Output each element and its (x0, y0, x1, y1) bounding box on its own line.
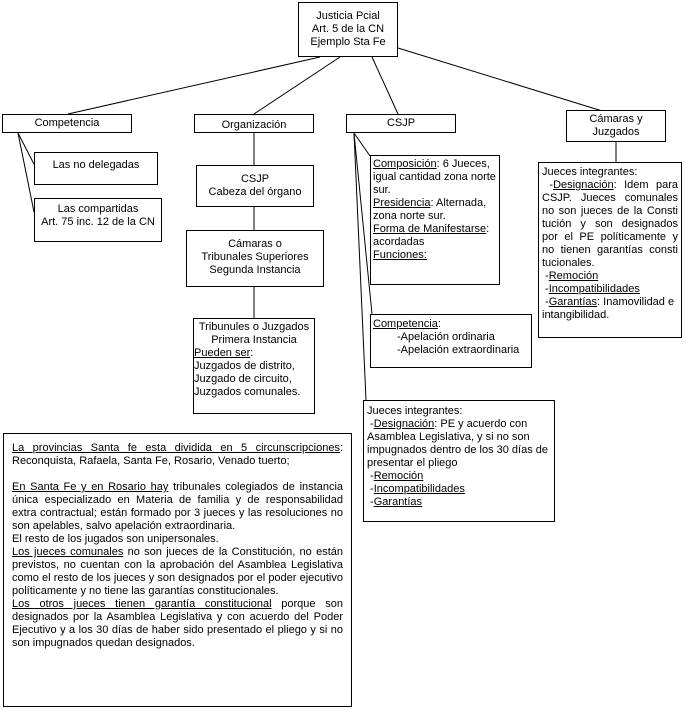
composicion-text: : 6 Jueces, igual cantidad zona norte sur. (373, 158, 496, 196)
notes-p1-underlined: La provincias Santa fe esta dividida en 5 circunscripciones (12, 442, 340, 454)
notes-p5-underlined: Los otros jueces tienen garantía constitucional (12, 598, 272, 610)
csjp-composicion-box (370, 155, 500, 285)
root-box (298, 2, 398, 57)
tribunales-item-1: Juzgados de distrito, (194, 360, 295, 372)
org-camaras-line-2: Tribunales Superiores (201, 251, 309, 263)
csjp-garantias: Garantías (373, 496, 423, 508)
compartidas-box (34, 198, 162, 242)
notes-p4-rest: no son jueces de la Constitución, no están previstos, no cuentan con la aprobación del Asamblea Legislativa como el resto de los jueces y son designados por el poder ejecutivo políticamente y no tiene las garantías constitucionales. (12, 546, 343, 597)
org-camaras-line-1: Cámaras o (228, 238, 282, 250)
camaras-incompatibilidades: Incompatibilidades (548, 283, 640, 295)
root-line-2: Art. 5 de la CN (311, 23, 385, 35)
csjp-jueces-box: Jueces integrantes: -Designación: PE y acuerdo con Asamblea Legislativa, y si no son impugnados dentro de los 30 días de presentar el pliego -Remoción -Incompatibilidades -Garantías (363, 400, 555, 522)
csjp-competencia-item-1: -Apelación ordinaria (397, 331, 495, 343)
forma-label: Forma de Manifestarse (373, 223, 487, 235)
camaras-garantias-text: : Inamovilidad e intangibilidad. (542, 296, 675, 321)
camaras-garantias-label: Garantías (548, 296, 598, 308)
presidencia-text: : Alternada, zona norte sur. (373, 197, 487, 222)
presidencia-label: Presidencia (373, 197, 431, 209)
csjp-competencia-label: Competencia (373, 318, 438, 330)
notes-p3: El resto de los jugados son unipersonales. (12, 533, 219, 545)
org-csjp-box (196, 165, 314, 207)
compartidas-line-2: Art. 75 inc. 12 de la CN (41, 216, 155, 228)
org-csjp-line-1: CSJP (240, 173, 270, 185)
csjp-designacion-text: : PE y acuerdo con Asamblea Legislativa, y si no son impugnados dentro de los 30 días de presentar el pliego (367, 418, 549, 469)
competencia-header-label: Competencia (34, 117, 100, 129)
root-line-1: Justicia Pcial (316, 10, 380, 22)
csjp-header-label: CSJP (386, 117, 416, 129)
org-csjp-line-2: Cabeza del órgano (208, 186, 302, 198)
camaras-designacion-label: Designación (553, 179, 614, 191)
csjp-competencia-item-2: -Apelación extraordinaria (397, 344, 520, 356)
notes-p2-rest: tribunales colegiados de instancia única especializado en Materia de familia y de responsabilidad extra contractual; están formado por 3 jueces y las resoluciones no son apelables, salvo apelación extraordinaria. (12, 481, 344, 532)
tribunales-title-1: Tribunules o Juzgados (198, 321, 310, 333)
csjp-designacion-label: Designación (373, 418, 435, 430)
camaras-remocion: Remoción (548, 270, 599, 282)
forma-text: : acordadas (373, 223, 490, 248)
no-delegadas-box (34, 152, 158, 185)
notes-p2-underlined: En Santa Fe y en Rosario hay (12, 481, 169, 493)
organizacion-header-label: Organización (221, 119, 287, 131)
funciones-label: Funciones: (373, 249, 427, 261)
camaras-header-line-1: Cámaras y (589, 113, 643, 125)
tribunales-title-2: Primera Instancia (211, 334, 297, 346)
camaras-jueces-box: Jueces integrantes: -Designación: Idem para CSJP. Jueces comunales no son jueces de la Consti tución y son designados por el PE políticamente y no tienen garantías consti tucionales. -Remoción -Incompatibilidades -Garantías: Inamovilidad e intangibilidad. (538, 162, 682, 338)
camaras-header-line-2: Juzgados (592, 126, 640, 138)
tribunales-item-2: Juzgado de circuito, (194, 373, 292, 385)
composicion-label: Composición (373, 158, 437, 170)
csjp-incompatibilidades: Incompatibilidades (373, 483, 465, 495)
org-camaras-box (186, 230, 324, 287)
tribunales-item-3: Juzgados comunales. (194, 386, 301, 398)
root-line-3: Ejemplo Sta Fe (310, 36, 386, 48)
compartidas-line-1: Las compartidas (57, 203, 139, 215)
notes-p1-rest: : Reconquista, Rafaela, Santa Fe, Rosario, Venado tuerto; (12, 442, 343, 467)
csjp-header (346, 114, 456, 133)
camaras-header (566, 110, 666, 142)
competencia-header (2, 114, 132, 133)
notes-box (3, 433, 352, 707)
csjp-jueces-title: Jueces integrantes: (367, 405, 463, 417)
org-camaras-line-3: Segunda Instancia (209, 264, 301, 276)
csjp-competencia-box: Competencia: -Apelación ordinaria -Apelación extraordinaria (370, 314, 532, 368)
organizacion-header (194, 114, 314, 133)
org-tribunales-box: Tribunules o Juzgados Primera Instancia Pueden ser: Juzgados de distrito, Juzgado de circuito, Juzgados comunales. (193, 318, 315, 414)
camaras-designacion-text: : Idem para CSJP. Jueces comunales no son jueces de la Consti tución y son designados por el PE políticamente y no tienen garantías consti tucionales. (542, 179, 678, 269)
csjp-remocion: Remoción (373, 470, 424, 482)
pueden-ser-label: Pueden ser (194, 347, 251, 359)
notes-p4-underlined: Los jueces comunales (12, 546, 124, 558)
notes-p5-rest: porque son designados por la Asamblea Legislativa y con acuerdo del Poder Ejecutivo y a los 30 días de haber sido presentado el pliego y si no son impugnados quedan designados. (12, 598, 343, 649)
no-delegadas-label: Las no delegadas (52, 159, 140, 171)
camaras-jueces-title: Jueces integrantes: (542, 166, 638, 178)
